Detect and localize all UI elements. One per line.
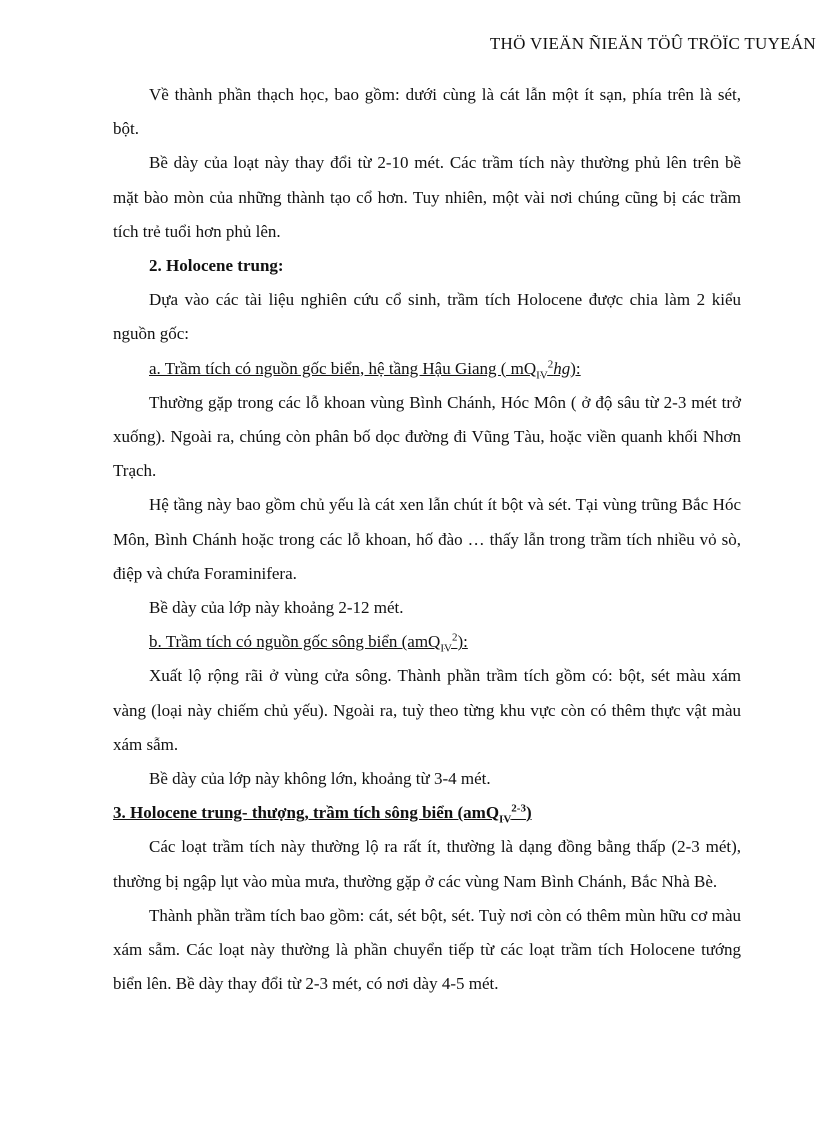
paragraph: Bề dày của loạt này thay đổi từ 2-10 mét. Các trầm tích này thường phủ lên trên bề mặt bào mòn của những thành tạo cổ hơn. Tuy nhiên, một vài nơi chúng cũng bị các trầm tích trẻ tuổi hơn phủ lên. bbox=[113, 153, 741, 241]
paragraph: Thường gặp trong các lỗ khoan vùng Bình Chánh, Hóc Môn ( ở độ sâu từ 2-3 mét trở xuống). Ngoài ra, chúng còn phân bố dọc đường đi Vũng Tàu, hoặc viền quanh khối Nhơn Trạch. bbox=[113, 392, 741, 481]
paragraph: Dựa vào các tài liệu nghiên cứu cổ sinh, trầm tích Holocene được chia làm 2 kiểu nguồn gốc: bbox=[113, 290, 741, 344]
section-heading-3: 3. Holocene trung- thượng, trầm tích sông biển (amQ$_{IV}^{2-3}$) bbox=[113, 802, 532, 826]
paragraph: Xuất lộ rộng rãi ở vùng cửa sông. Thành phần trầm tích gồm có: bột, sét màu xám vàng (loại này chiếm chủ yếu). Ngoài ra, tuỳ theo từng khu vực còn có thêm thực vật màu xám sẫm. bbox=[113, 666, 741, 754]
paragraph: Hệ tầng này bao gồm chủ yếu là cát xen lẫn chút ít bột và sét. Tại vùng trũng Bắc Hóc Môn, Bình Chánh hoặc trong các lỗ khoan, hố đào … thấy lẫn trong trầm tích nhiều vỏ sò, điệp và chứa Foraminifera. bbox=[113, 495, 741, 583]
paragraph: Bề dày của lớp này khoảng 2-12 mét. bbox=[149, 598, 404, 618]
paragraph: Về thành phần thạch học, bao gồm: dưới cùng là cát lẫn một ít sạn, phía trên là sét, bột. bbox=[113, 85, 741, 139]
section-heading-2: 2. Holocene trung: bbox=[149, 256, 284, 276]
subsection-heading-a: a. Trầm tích có nguồn gốc biển, hệ tầng Hậu Giang ( $mQ_{IV}^2hg$): bbox=[149, 357, 581, 382]
paragraph: Thành phần trầm tích bao gồm: cát, sét bột, sét. Tuỳ nơi còn có thêm mùn hữu cơ màu xám sẫm. Các loạt này thường là phần chuyển tiếp từ các loạt trầm tích Holocene tướng biển lên. Bề dày thay đổi từ 2-3 mét, có nơi dày 4-5 mét. bbox=[113, 905, 741, 994]
page-header: THÖ VIEÄN ÑIEÄN TÖÛ TRÖÏC TUYEÁN bbox=[489, 34, 816, 53]
paragraph: Các loạt trầm tích này thường lộ ra rất ít, thường là dạng đồng bằng thấp (2-3 mét), thường bị ngập lụt vào mùa mưa, thường gặp ở các vùng Nam Bình Chánh, Bắc Nhà Bè. bbox=[113, 837, 741, 891]
document-body bbox=[113, 78, 741, 1001]
paragraph: Bề dày của lớp này không lớn, khoảng từ 3-4 mét. bbox=[149, 769, 491, 789]
subsection-heading-b: b. Trầm tích có nguồn gốc sông biển (amQ$_{IV}^2$): bbox=[149, 631, 468, 655]
